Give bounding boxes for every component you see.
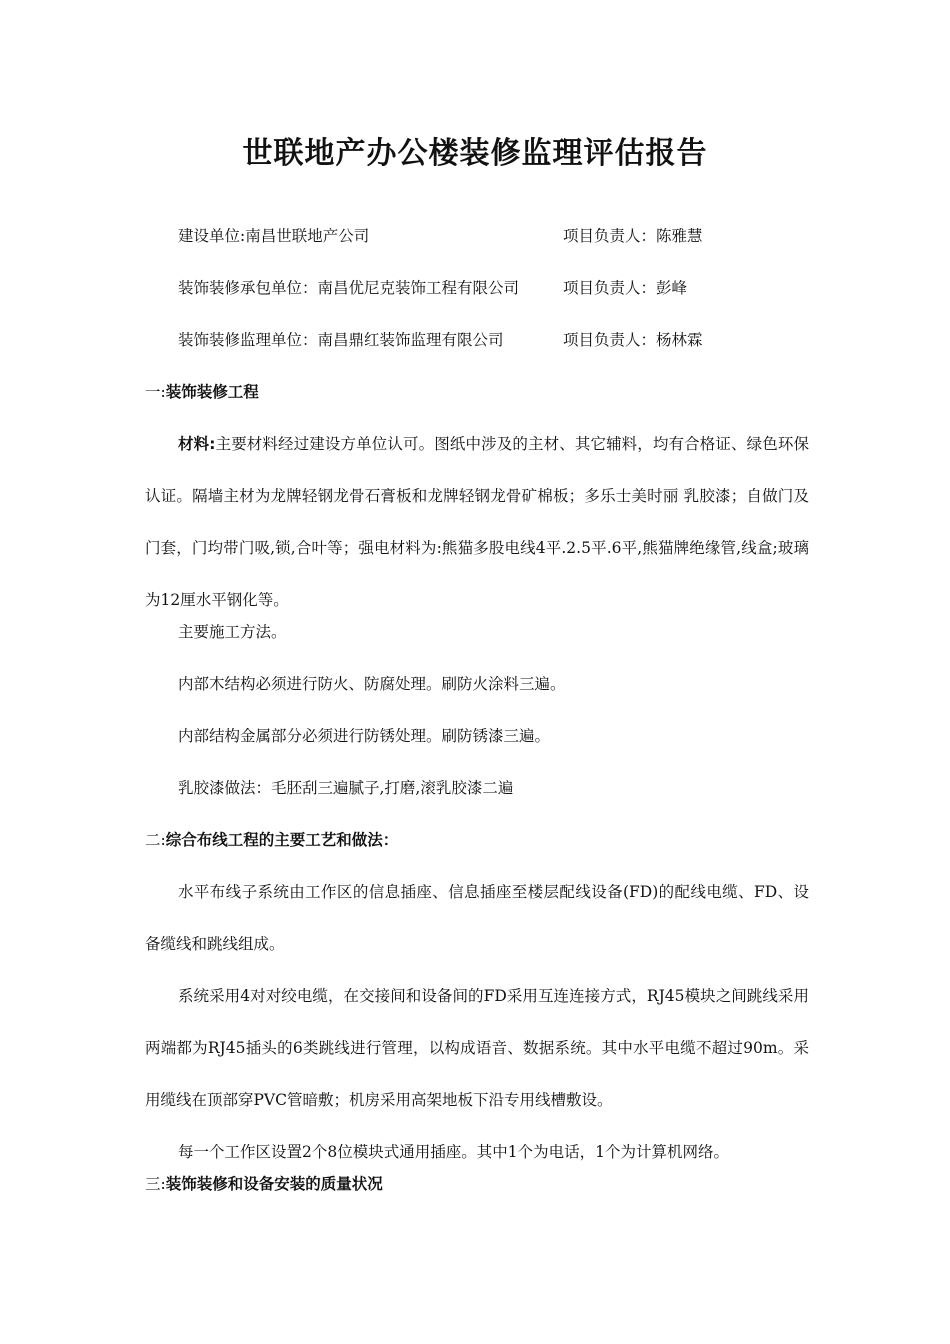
section-prefix: 一:: [145, 383, 166, 401]
section-label: 装饰装修工程: [165, 383, 259, 401]
section-heading-2: [145, 828, 398, 852]
materials-label: 材料:: [178, 435, 216, 453]
section-prefix: 二:: [145, 831, 166, 849]
materials-text: 主要材料经过建设方单位认可。图纸中涉及的主材、其它辅料，均有合格证、绿色环保认证。隔墙主材为龙牌轻钢龙骨石膏板和龙牌轻钢龙骨矿棉板；多乐士美时丽 乳胶漆；自做门及门套，门均带门吸,锁,合叶等；强电材料为:熊猫多股电线4平.2.5平.6平,熊猫牌绝缘管,线盒;玻璃为12厘水平钢化等。: [145, 435, 809, 609]
supervisor-manager: 项目负责人：杨林霖: [563, 331, 703, 349]
method-line: 内部木结构必须进行防火、防腐处理。刷防火涂料三遍。: [178, 675, 566, 693]
cabling-paragraph: 水平布线子系统由工作区的信息插座、信息插座至楼层配线设备(FD)的配线电缆、FD、设备缆线和跳线组成。: [145, 883, 809, 953]
section-heading-3: [145, 1172, 383, 1196]
contractor-manager: 项目负责人：彭峰: [563, 279, 688, 297]
section-label: 综合布线工程的主要工艺和做法：: [165, 831, 399, 849]
section-label: 装饰装修和设备安装的质量状况: [165, 1175, 383, 1193]
materials-paragraph: [145, 418, 809, 626]
owner-manager: 项目负责人：陈雅慧: [563, 227, 703, 245]
section-heading-1: [145, 380, 259, 404]
contractor-unit: 装饰装修承包单位：南昌优尼克装饰工程有限公司: [178, 279, 520, 297]
method-line: 内部结构金属部分必须进行防锈处理。刷防锈漆三遍。: [178, 727, 551, 745]
supervisor-unit: 装饰装修监理单位：南昌鼎红装饰监理有限公司: [178, 331, 504, 349]
section-prefix: 三:: [145, 1175, 166, 1193]
cabling-paragraph: 系统采用4对对绞电缆，在交接间和设备间的FD采用互连连接方式，RJ45模块之间跳线采用两端都为RJ45插头的6类跳线进行管理，以构成语音、数据系统。其中水平电缆不超过90m。采用缆线在顶部穿PVC管暗敷；机房采用高架地板下沿专用线槽敷设。: [145, 987, 809, 1109]
method-line: 主要施工方法。: [178, 623, 287, 641]
method-line: 乳胶漆做法：毛胚刮三遍腻子,打磨,滚乳胶漆二遍: [178, 779, 514, 797]
cabling-paragraph: 每一个工作区设置2个8位模块式通用插座。其中1个为电话，1个为计算机网络。: [178, 1143, 729, 1161]
document-title: 世联地产办公楼装修监理评估报告: [242, 136, 708, 171]
owner-unit: 建设单位:南昌世联地产公司: [178, 227, 370, 245]
